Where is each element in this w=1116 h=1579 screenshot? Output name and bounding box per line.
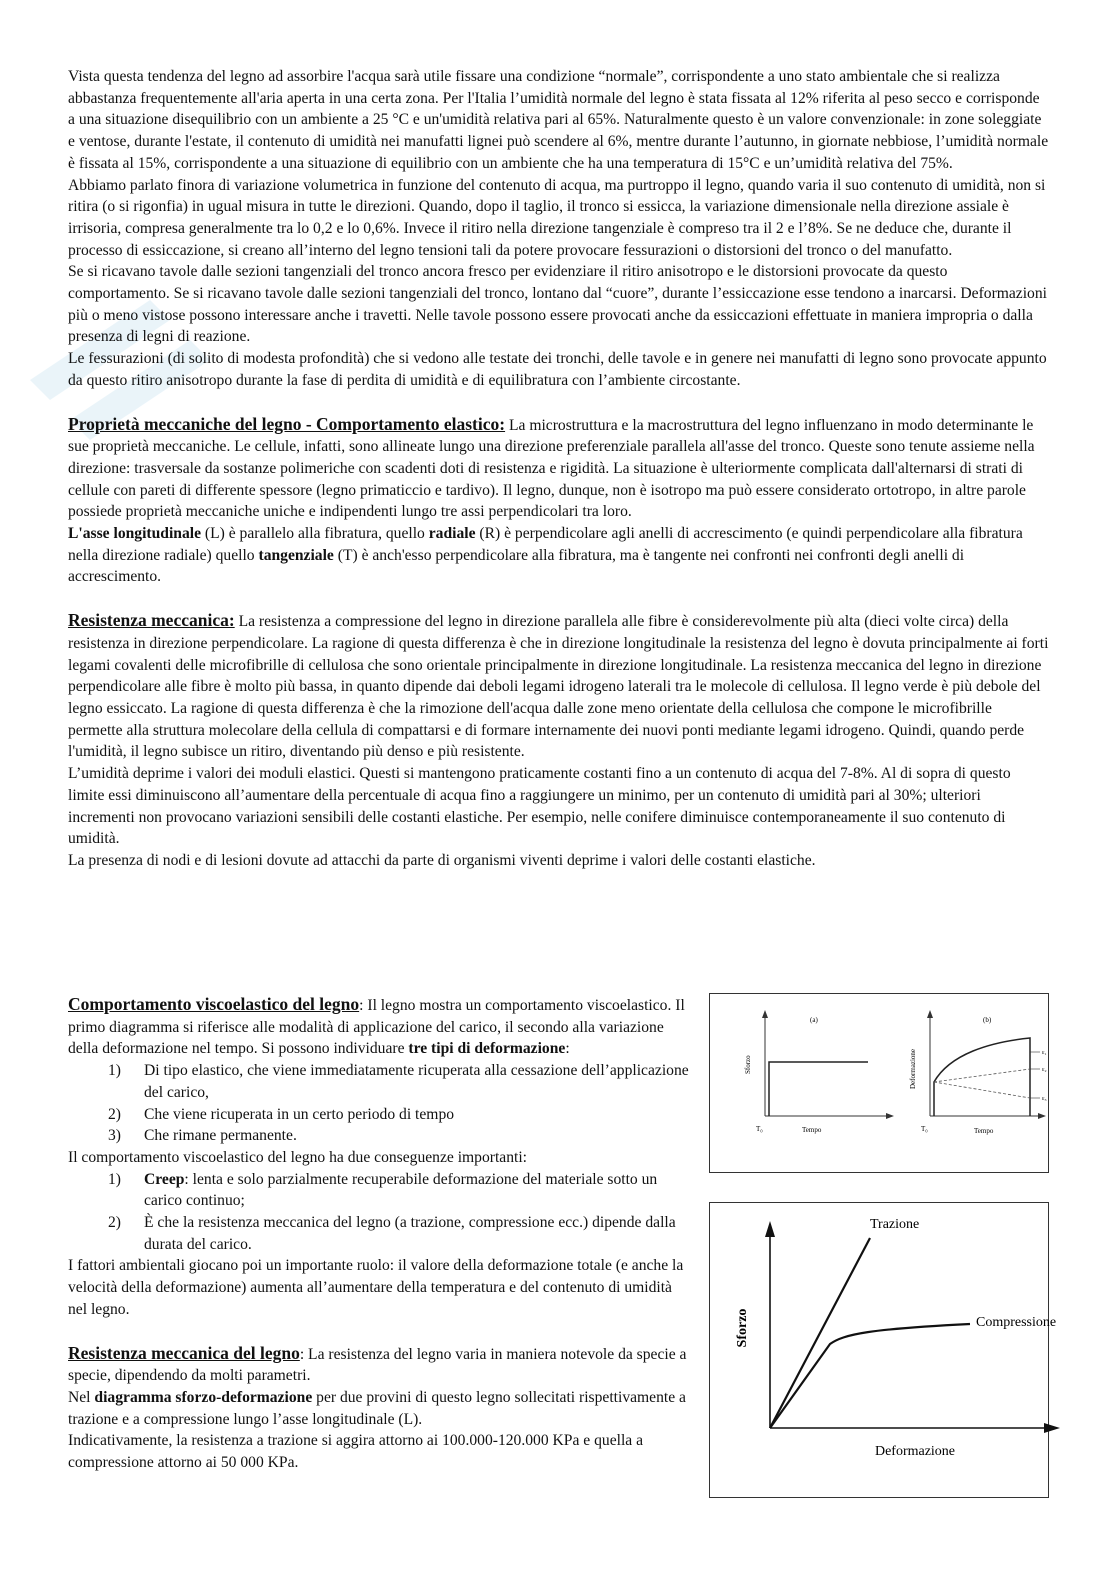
x-axis-label: Deformazione (874, 1444, 956, 1459)
paragraph-consequences: Il comportamento viscoelastico del legno ha due conseguenze importanti: (68, 1148, 528, 1166)
paragraph-axes: L'asse longitudinale (L) è parallelo alla fibratura, quello radiale (R) è perpendicolare agli anelli di accrescimento (e quindi perpendicolare alla fibratura nella direzione radiale) quello tangenziale (T) è anch'esso perpendicolare alla fibratura, ma è tangente nei confronti nei confronti degli anelli di accrescimento. (68, 525, 1023, 586)
list-item: 2) Che viene ricuperata in un certo periodo di tempo (108, 1105, 455, 1123)
section-wood-resistance: Resistenza meccanica del legno: La resistenza del legno varia in maniera notevole da specie a specie, dipendendo da molti parametri. (68, 1342, 687, 1385)
list-item: 2) È che la resistenza meccanica del legno (a trazione, compressione ecc.) dipende dalla durata del carico. (108, 1214, 676, 1253)
list-item: 3) Che rimane permanente. (108, 1127, 297, 1145)
heading-wood-resistance: Resistenza meccanica del legno (68, 1342, 300, 1363)
paragraph-knots: La presenza di nodi e di lesioni dovute ad attacchi da parte di organismi viventi deprime i valori delle costanti elastiche. (68, 851, 816, 869)
series-label-trazione: Trazione (870, 1217, 920, 1232)
ylabel-b: Deformazione (909, 1048, 917, 1089)
label-a: (a) (810, 1016, 818, 1024)
list-item: 1) Di tipo elastico, che viene immediatamente ricuperata alla cessazione dell’applicazione del carico, (108, 1062, 689, 1101)
paragraph-environment: I fattori ambientali giocano poi un importante ruolo: il valore della deformazione totale (e anche la velocità della deformazione) aumenta all’aumentare della temperatura e del contenuto di umidità nel legno. (68, 1257, 684, 1318)
t0-b: T₀ (921, 1125, 928, 1133)
paragraph-humidity-moduli: L’umidità deprime i valori dei moduli elastici. Questi si mantengono praticamente costanti fino a un contenuto di acqua del 7-8%. Al di sopra di questo limite essi diminuiscono all’aumentare della percentuale di acqua fino a raggiungere un minimo, per un contenuto di umidità pari al 30%; ulteriori incrementi non provocano variazioni sensibili delle costanti elastiche. Per esempio, nelle conifere diminuisce contemporaneamente il suo contenuto di umidità. (68, 765, 1011, 848)
series-line-trazione (770, 1238, 870, 1428)
load-curve (769, 1062, 868, 1116)
heading-resistance: Resistenza meccanica: (68, 610, 235, 631)
main-text (68, 66, 1050, 872)
heading-elastic: Proprietà meccaniche del legno - Comportamento elastico: (68, 413, 506, 434)
series-label-compressione: Compressione (976, 1315, 1057, 1330)
t0-a: T₀ (756, 1125, 763, 1133)
xlabel-b: Tempo (974, 1127, 994, 1135)
figure-viscoelastic-diagrams (709, 993, 1049, 1173)
paragraph-values: Indicativamente, la resistenza a trazione si aggira attorno ai 100.000-120.000 KPa e quella a compressione attorno ai 50 000 KPa. (68, 1432, 644, 1472)
section-elastic: Proprietà meccaniche del legno - Comportamento elastico: La microstruttura e la macrostruttura del legno influenzano in modo determinante le sue proprietà meccaniche. Le cellule, infatti, sono allineate lungo una direzione preferenziale parallela all'asse del tronco. Queste sono tenute assieme nella direzione: trasversale da sostanze polimeriche con scadenti doti di resistenza e rigidità. La situazione è ulteriormente complicata dall'alternarsi di strati di cellule con pareti di differente spessore (legno primaticcio e tardivo). Il legno, dunque, non è isotropo ma può essere considerato ortotropo, in altre parole possiede proprietà meccaniche uniche e indipendenti lungo tre assi perpendicolari tra loro. (68, 413, 1035, 521)
paragraph-stress-strain: Nel diagramma sforzo-deformazione per due provini di questo legno sollecitati rispettivamente a trazione e a compressione lungo l’asse longitudinale (L). (68, 1388, 686, 1428)
y-axis-label: Sforzo (735, 1308, 750, 1348)
lower-text (68, 994, 694, 1474)
x-axis-arrow (1044, 1423, 1060, 1433)
eps-2: ε₂ (1042, 1067, 1047, 1073)
creep-curve (934, 1038, 1030, 1116)
paragraph-normal-humidity: Vista questa tendenza del legno ad assorbire l'acqua sarà utile fissare una condizione “normale”, corrispondente a uno stato ambientale che si realizza abbastanza frequentemente all'aria aperta in una certa zona. Per l'Italia l’umidità normale del legno è stata fissata al 12% riferita al peso secco e corrisponde a una situazione disequilibrio con un ambiente a 25 °C e un'umidità relativa pari al 65%. Naturalmente questo è un valore convenzionale: in zone soleggiate e ventose, durante l'estate, il contenuto di umidità nei manufatti lignei può scendere al 6%, mentre durante l’autunno, in giornate nebbiose, l’umidità normale è fissata al 15%, corrispondente a una situazione di equilibrio con un ambiente che ha una temperatura di 15°C e un’umidità relativa del 75%. (68, 68, 1049, 172)
eps-1: ε₁ (1042, 1050, 1047, 1056)
stress-strain-chart (709, 1202, 1057, 1498)
paragraph-cracks: Le fessurazioni (di solito di modesta profondità) che si vedono alle testate dei tronchi, delle tavole e in genere nei manufatti di legno sono provocate appunto da questo ritiro anisotropo durante la fase di perdita di umidità e di equilibratura con l’ambiente circostante. (68, 350, 1047, 389)
paragraph-tangential-boards: Se si ricavano tavole dalle sezioni tangenziali del tronco ancora fresco per evidenziare il ritiro anisotropo e le distorsioni provocate da questo comportamento. Se si ricavano tavole dalle sezioni tangenziali del tronco, lontano dal “cuore”, durante l’essiccazione esse tendono a inarcarsi. Deformazioni più o meno vistose possono interessare anche i travetti. Nelle tavole possono essere provocati anche da essiccazioni effettuate in maniera impropria o dalla presenza di legni di reazione. (68, 263, 1047, 346)
y-axis-arrow (765, 1221, 775, 1237)
eps-3: ε₃ (1042, 1096, 1047, 1102)
ylabel-a: Sforzo (744, 1055, 752, 1074)
label-b: (b) (983, 1016, 992, 1024)
paragraph-anisotropic-shrinkage: Abbiamo parlato finora di variazione volumetrica in funzione del contenuto di acqua, ma purtroppo il legno, quando varia il suo contenuto di umidità, non si ritira (o si rigonfia) in ugual misura in tutte le direzioni. Quando, dopo il taglio, il tronco si essicca, la variazione dimensionale nella direzione assiale è irrisoria, compresa generalmente tra lo 0,2 e lo 0,6%. Invece il ritiro nella direzione tangenziale è compreso tra il 2 e l’8%. Se ne deduce che, durante il processo di essiccazione, si creano all’interno del legno tensioni tali da potere provocare fessurazioni o distorsioni del tronco o del manufatto. (68, 176, 1046, 259)
section-viscoelastic: Comportamento viscoelastico del legno: Il legno mostra un comportamento viscoelastico. Il primo diagramma si riferisce alle modalità di applicazione del carico, il secondo alla variazione della deformazione nel tempo. Si possono individuare tre tipi di deformazione: (68, 994, 685, 1058)
deformation-types-list (68, 1060, 694, 1147)
section-resistance: Resistenza meccanica: La resistenza a compressione del legno in direzione parallela alle fibre è considerevolmente più alta (dieci volte circa) della resistenza in direzione perpendicolare. La ragione di questa differenza è che in direzione longitudinale la resistenza del legno è dovuta principalmente ai forti legami covalenti delle microfibrille di cellulosa che sono orientale principalmente in direzione longitudinale. La resistenza meccanica del legno in direzione perpendicolare alle fibre è molto più bassa, in quanto dipende dai deboli legami idrogeno laterali tra le molecole di cellulosa. Il legno verde è più debole del legno essiccato. La ragione di questa differenza è che la rimozione dell'acqua dalle zone meno orientate della cellulosa che compone le microfibrille permette alla struttura molecolare della cellula di compattarsi e di formare internamente dei nuovi ponti mediante legami idrogeno. Quindi, quando perde l'umidità, il legno subisce un ritiro, diventando più denso e più resistente. (68, 610, 1049, 761)
heading-viscoelastic: Comportamento viscoelastico del legno (68, 994, 360, 1014)
xlabel-a: Tempo (802, 1126, 822, 1134)
consequences-list (68, 1169, 694, 1256)
list-item: 1) Creep: lenta e solo parzialmente recuperabile deformazione del materiale sotto un carico continuo; (108, 1170, 658, 1210)
series-line-compressione (770, 1324, 970, 1428)
